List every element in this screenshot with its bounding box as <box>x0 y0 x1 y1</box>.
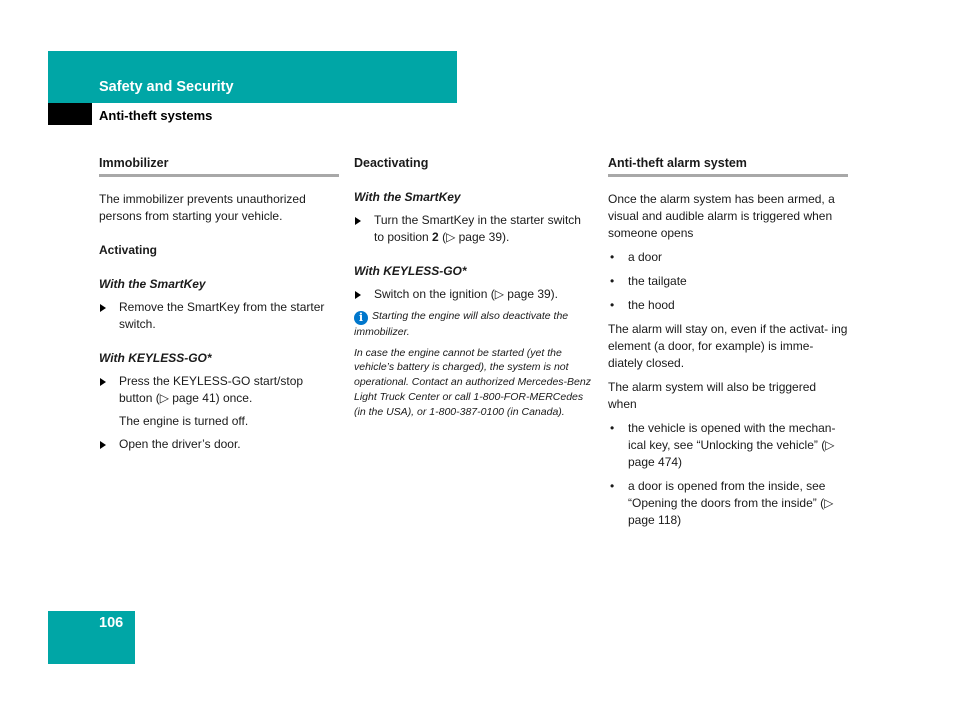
note-text: Starting the engine will also deactivate the immobilizer. <box>354 310 569 338</box>
step-arrow-icon <box>100 378 106 386</box>
step-arrow-icon <box>100 441 106 449</box>
step-text-b: (▷ page 39). <box>438 230 510 244</box>
list-item <box>608 273 848 290</box>
list-item-text: a door <box>628 250 663 264</box>
subsection-title: Anti-theft systems <box>99 108 213 123</box>
step-text-a: Turn the SmartKey in the starter switch to position <box>374 213 581 244</box>
step-result: The engine is turned off. <box>119 414 249 428</box>
activating-heading: Activating <box>99 243 158 257</box>
list-item <box>608 297 848 314</box>
step-text: Switch on the ignition (▷ page 39). <box>374 287 559 301</box>
bullet-icon: • <box>610 274 615 288</box>
bullet-icon: • <box>610 479 615 493</box>
step-arrow-icon <box>355 217 361 225</box>
alarm-heading: Anti-theft alarm system <box>608 155 848 177</box>
step-open-door <box>99 436 339 453</box>
info-note-detail: In case the engine cannot be started (yet the vehicle’s battery is charged), the system is not operational. Contact an authorized Mercedes-Benz Light Truck Center or call 1-800-FOR-MERCedes (in the USA), or 1-800-387-0100 (in Canada). <box>354 346 591 418</box>
list-item-text: the vehicle is opened with the mechan- ical key, see “Unlocking the vehicle” (▷ page 474) <box>628 421 836 469</box>
section-tab-marker <box>48 103 92 125</box>
step-text: Open the driver’s door. <box>119 437 241 451</box>
column-deactivating <box>354 155 594 419</box>
keyless-label: With KEYLESS-GO* <box>354 264 467 278</box>
step-arrow-icon <box>355 291 361 299</box>
alarm-also-trigger: The alarm system will also be triggered when <box>608 380 817 411</box>
list-item <box>608 478 848 529</box>
smartkey-label: With the SmartKey <box>99 277 206 291</box>
step-press-keyless <box>99 373 339 407</box>
step-text: Remove the SmartKey from the starter switch. <box>119 300 325 331</box>
list-item <box>608 420 848 471</box>
bullet-icon: • <box>610 298 615 312</box>
list-item <box>608 249 848 266</box>
immobilizer-heading: Immobilizer <box>99 155 339 177</box>
column-alarm <box>608 155 848 536</box>
header-band <box>48 51 457 103</box>
alarm-intro: Once the alarm system has been armed, a visual and audible alarm is triggered when someone opens <box>608 192 835 240</box>
list-item-text: a door is opened from the inside, see “Opening the doors from the inside” (▷ page 118) <box>628 479 834 527</box>
bullet-icon: • <box>610 421 615 435</box>
position-number: 2 <box>432 230 439 244</box>
step-text: Press the KEYLESS-GO start/stop button (▷ page 41) once. <box>119 374 304 405</box>
step-arrow-icon <box>100 304 106 312</box>
info-icon: i <box>354 311 368 325</box>
step-switch-ignition <box>354 286 594 303</box>
keyless-label: With KEYLESS-GO* <box>99 351 212 365</box>
list-item-text: the tailgate <box>628 274 687 288</box>
bullet-icon: • <box>610 250 615 264</box>
step-turn-smartkey <box>354 212 594 246</box>
info-note <box>354 309 594 340</box>
smartkey-label: With the SmartKey <box>354 190 461 204</box>
column-immobilizer <box>99 155 339 459</box>
step-remove-smartkey <box>99 299 339 333</box>
alarm-stay-on: The alarm will stay on, even if the activat- ing element (a door, for example) is imme- diately closed. <box>608 322 848 370</box>
list-item-text: the hood <box>628 298 675 312</box>
page-number: 106 <box>99 615 124 631</box>
immobilizer-intro: The immobilizer prevents unauthorized persons from starting your vehicle. <box>99 192 306 223</box>
deactivating-heading: Deactivating <box>354 156 429 170</box>
section-title: Safety and Security <box>99 79 234 95</box>
